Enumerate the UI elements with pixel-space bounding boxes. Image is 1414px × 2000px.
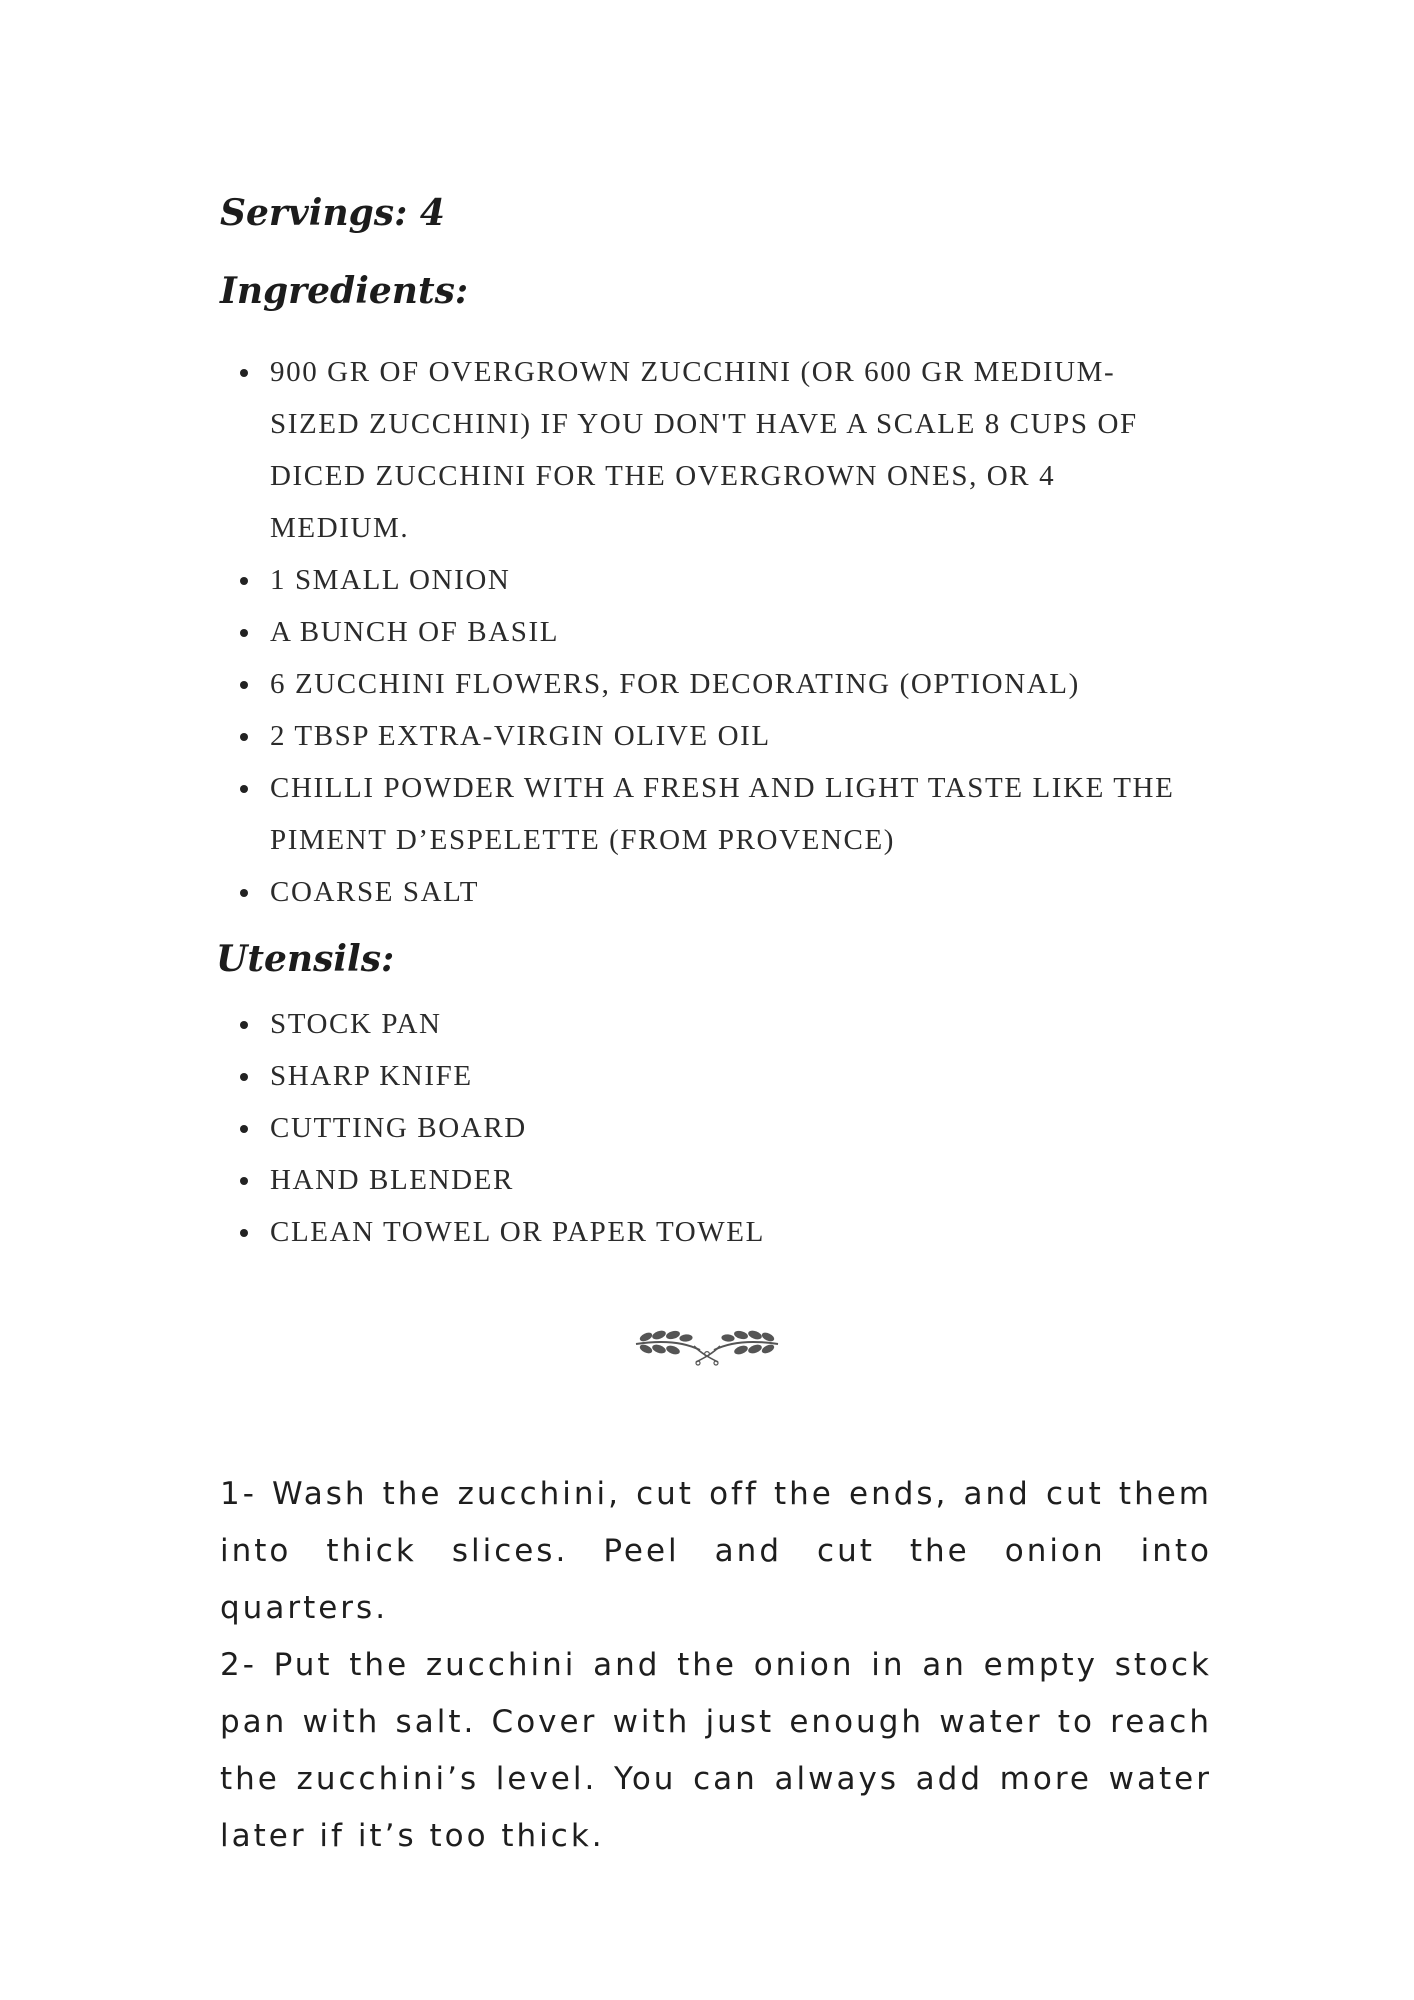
ingredient-item: CHILLI POWDER WITH A FRESH AND LIGHT TASTE LIKE THE PIMENT D’ESPELETTE (FROM PROVENCE) bbox=[220, 762, 1180, 866]
utensil-item: CLEAN TOWEL OR PAPER TOWEL bbox=[220, 1206, 1120, 1258]
ingredient-item: COARSE SALT bbox=[220, 866, 1180, 918]
step-1: 1- Wash the zucchini, cut off the ends, and cut them into thick slices. Peel and cut the onion into quarters. bbox=[220, 1476, 1212, 1626]
utensil-item: HAND BLENDER bbox=[220, 1154, 1120, 1206]
servings-heading: Servings: 4 bbox=[220, 192, 445, 234]
ingredient-item: 900 GR OF OVERGROWN ZUCCHINI (OR 600 GR MEDIUM-SIZED ZUCCHINI) IF YOU DON'T HAVE A SCALE 8 CUPS OF DICED ZUCCHINI FOR THE OVERGROWN ONES, OR 4 MEDIUM. bbox=[220, 346, 1180, 554]
step-2: 2- Put the zucchini and the onion in an empty stock pan with salt. Cover with just enough water to reach the zucchini’s level. You can always add more water later if it’s too thick. bbox=[220, 1647, 1212, 1854]
utensil-item: STOCK PAN bbox=[220, 998, 1120, 1050]
ingredient-item: 6 ZUCCHINI FLOWERS, FOR DECORATING (OPTIONAL) bbox=[220, 658, 1180, 710]
utensils-list bbox=[220, 998, 1120, 1258]
utensil-item: SHARP KNIFE bbox=[220, 1050, 1120, 1102]
ingredient-item: A BUNCH OF BASIL bbox=[220, 606, 1180, 658]
laurel-divider-icon bbox=[632, 1322, 782, 1368]
ingredient-item: 2 TBSP EXTRA-VIRGIN OLIVE OIL bbox=[220, 710, 1180, 762]
ingredients-heading: Ingredients: bbox=[220, 270, 469, 312]
ingredient-item: 1 SMALL ONION bbox=[220, 554, 1180, 606]
utensil-item: CUTTING BOARD bbox=[220, 1102, 1120, 1154]
ingredients-list bbox=[220, 346, 1180, 918]
utensils-heading: Utensils: bbox=[216, 938, 395, 980]
